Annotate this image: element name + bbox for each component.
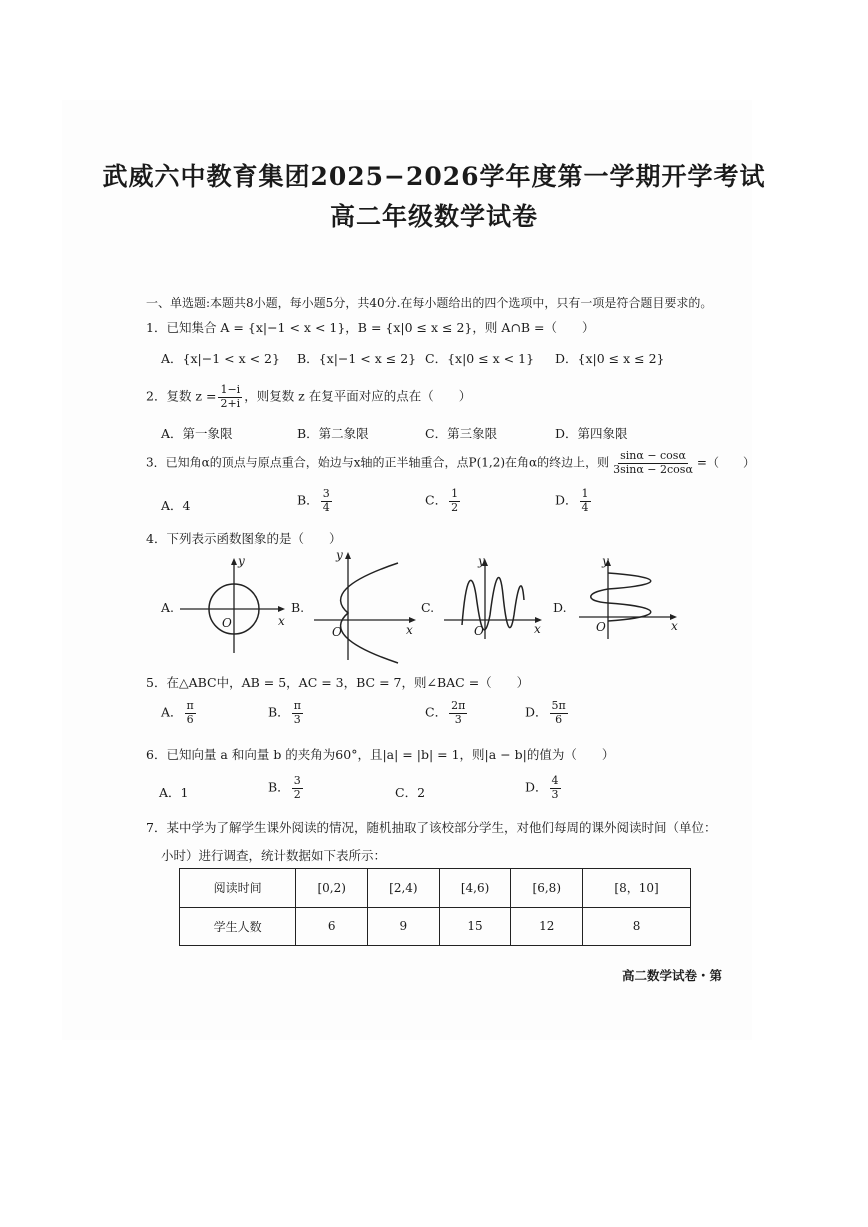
q3-b-num: 3 [322, 487, 330, 500]
table-cell: 6 [296, 907, 368, 946]
question-4-stem: 4．下列表示函数图象的是（ ） [146, 531, 342, 546]
q1-option-d: D．{x|0 ≤ x ≤ 2} [555, 351, 665, 366]
table-cell: [8，10] [583, 869, 691, 908]
question-5-stem: 5．在△ABC中，AB = 5，AC = 3，BC = 7，则∠BAC =（ ） [146, 675, 530, 690]
q3-c-den: 2 [451, 500, 459, 514]
q4b-y-label: y [336, 548, 343, 562]
q3-fraction [611, 450, 695, 476]
q3-prefix: 3．已知角α的顶点与原点重合，始边与x轴的正半轴重合，点P(1,2)在角α的终边上，则 [146, 455, 610, 470]
q5-d-label: D． [525, 704, 548, 720]
table-cell: [0,2) [296, 869, 368, 908]
q3-option-d [555, 488, 593, 514]
q5-option-a [161, 700, 198, 726]
table-cell: [2,4) [368, 869, 440, 908]
q5-b-label: B． [268, 704, 290, 720]
q3-option-b [297, 488, 334, 514]
q4-label-b: B. [291, 600, 305, 615]
q3-d-num: 1 [581, 487, 589, 500]
q4-graph-c-wave [440, 555, 550, 640]
table-cell: 9 [368, 907, 440, 946]
q4c-y-label: y [478, 554, 485, 568]
table-cell: [4,6) [439, 869, 511, 908]
q4-graph-b-parabola [310, 548, 420, 663]
q4-label-a: A. [161, 600, 175, 615]
q3-c-num: 1 [451, 487, 459, 500]
q3-option-c [425, 488, 462, 514]
q3-denominator: 3sinα − 2cosα [613, 462, 693, 476]
table-header-cell: 学生人数 [180, 907, 296, 946]
q5-d-num: 5π [551, 699, 566, 712]
q5-a-label: A． [161, 704, 183, 720]
q5-c-den: 3 [454, 712, 462, 726]
q2-option-d: D．第四象限 [555, 426, 628, 441]
q6-b-num: 3 [293, 774, 301, 787]
q4-graph-a-circle [175, 555, 290, 655]
q6-d-label: D． [525, 779, 548, 795]
q3-numerator: sinα − cosα [620, 449, 686, 462]
q6-b-den: 2 [293, 787, 301, 801]
q4-label-d: D. [553, 600, 567, 615]
question-2-stem [146, 384, 471, 410]
q6-b-label: B． [268, 779, 290, 795]
q6-d-fraction [550, 775, 561, 801]
q5-option-d [525, 700, 570, 726]
q3-d-den: 4 [581, 500, 589, 514]
table-cell: 15 [439, 907, 511, 946]
q2-option-b: B．第二象限 [297, 426, 369, 441]
q1-option-a: A．{x|−1 < x < 2} [161, 351, 280, 366]
table-cell: 12 [511, 907, 583, 946]
table-cell: [6,8) [511, 869, 583, 908]
q4c-origin-label: O [474, 624, 484, 638]
q6-d-den: 3 [551, 787, 559, 801]
q5-a-den: 6 [186, 712, 194, 726]
q3-b-label: B． [297, 492, 319, 508]
question-3-stem [146, 450, 755, 476]
q5-b-den: 3 [293, 712, 301, 726]
section-heading: 一、单选题:本题共8小题，每小题5分，共40分.在每小题给出的四个选项中，只有一项是符合题目要求的。 [146, 296, 713, 310]
q6-option-c: C．2 [395, 785, 426, 800]
q2-denominator: 2+i [220, 396, 241, 410]
table-cell: 8 [583, 907, 691, 946]
reading-time-table [179, 868, 691, 946]
q2-suffix: ，则复数 z 在复平面对应的点在（ ） [244, 388, 472, 404]
q2-numerator: 1−i [220, 383, 241, 396]
question-6-stem: 6．已知向量 a 和向量 b 的夹角为60°，且|a| = |b| = 1，则|a − b|的值为（ ） [146, 747, 615, 762]
q2-option-a: A．第一象限 [161, 426, 233, 441]
table-header-cell: 阅读时间 [180, 869, 296, 908]
q5-a-num: π [186, 699, 194, 712]
q3-d-fraction [580, 488, 591, 514]
q6-option-d [525, 775, 563, 801]
q4a-x-label: x [278, 614, 285, 628]
q3-c-fraction [449, 488, 460, 514]
q2-fraction [218, 384, 242, 410]
exam-title: 武威六中教育集团2025−2026学年度第一学期开学考试 [102, 162, 766, 191]
question-1-stem: 1．已知集合 A = {x|−1 < x < 1}，B = {x|0 ≤ x ≤ 2}，则 A∩B =（ ） [146, 320, 595, 335]
q4a-y-label: y [238, 554, 245, 568]
q4-graph-d-sideways-curve [575, 555, 685, 640]
exam-subtitle: 高二年级数学试卷 [329, 202, 538, 231]
q5-c-fraction [449, 700, 467, 726]
q4c-x-label: x [534, 622, 541, 636]
page-footer: 高二数学试卷・第 [622, 968, 723, 983]
q3-suffix: =（ ） [696, 455, 755, 470]
q4d-x-label: x [671, 619, 678, 633]
q6-b-fraction [292, 775, 303, 801]
q6-option-b [268, 775, 305, 801]
q2-option-c: C．第三象限 [425, 426, 498, 441]
q1-option-b: B．{x|−1 < x ≤ 2} [297, 351, 417, 366]
q5-option-b [268, 700, 305, 726]
q5-d-fraction [550, 700, 568, 726]
q5-b-fraction [292, 700, 303, 726]
q4b-origin-label: O [332, 625, 342, 639]
q4b-x-label: x [406, 623, 413, 637]
q4-label-c: C. [421, 600, 435, 615]
q3-d-label: D． [555, 492, 578, 508]
table-row [180, 907, 691, 946]
q5-b-num: π [293, 699, 301, 712]
q6-option-a: A．1 [159, 785, 189, 800]
q1-option-c: C．{x|0 ≤ x < 1} [425, 351, 535, 366]
q3-c-label: C． [425, 492, 448, 508]
q3-option-a: A．4 [161, 498, 191, 513]
q2-prefix: 2．复数 z = [146, 388, 217, 404]
q3-b-fraction [321, 488, 332, 514]
q5-a-fraction [185, 700, 196, 726]
q3-b-den: 4 [322, 500, 330, 514]
q4a-origin-label: O [222, 616, 232, 630]
q5-c-label: C． [425, 704, 448, 720]
question-7-stem-line2: 小时）进行调查，统计数据如下表所示： [161, 848, 387, 863]
q5-d-den: 6 [555, 712, 563, 726]
q4d-origin-label: O [596, 620, 606, 634]
q6-d-num: 4 [551, 774, 559, 787]
table-row [180, 869, 691, 908]
q5-c-num: 2π [451, 699, 466, 712]
q5-option-c [425, 700, 469, 726]
question-7-stem-line1: 7．某中学为了解学生课外阅读的情况，随机抽取了该校部分学生，对他们每周的课外阅读时间（单位： [146, 820, 717, 835]
q4d-y-label: y [602, 554, 609, 568]
